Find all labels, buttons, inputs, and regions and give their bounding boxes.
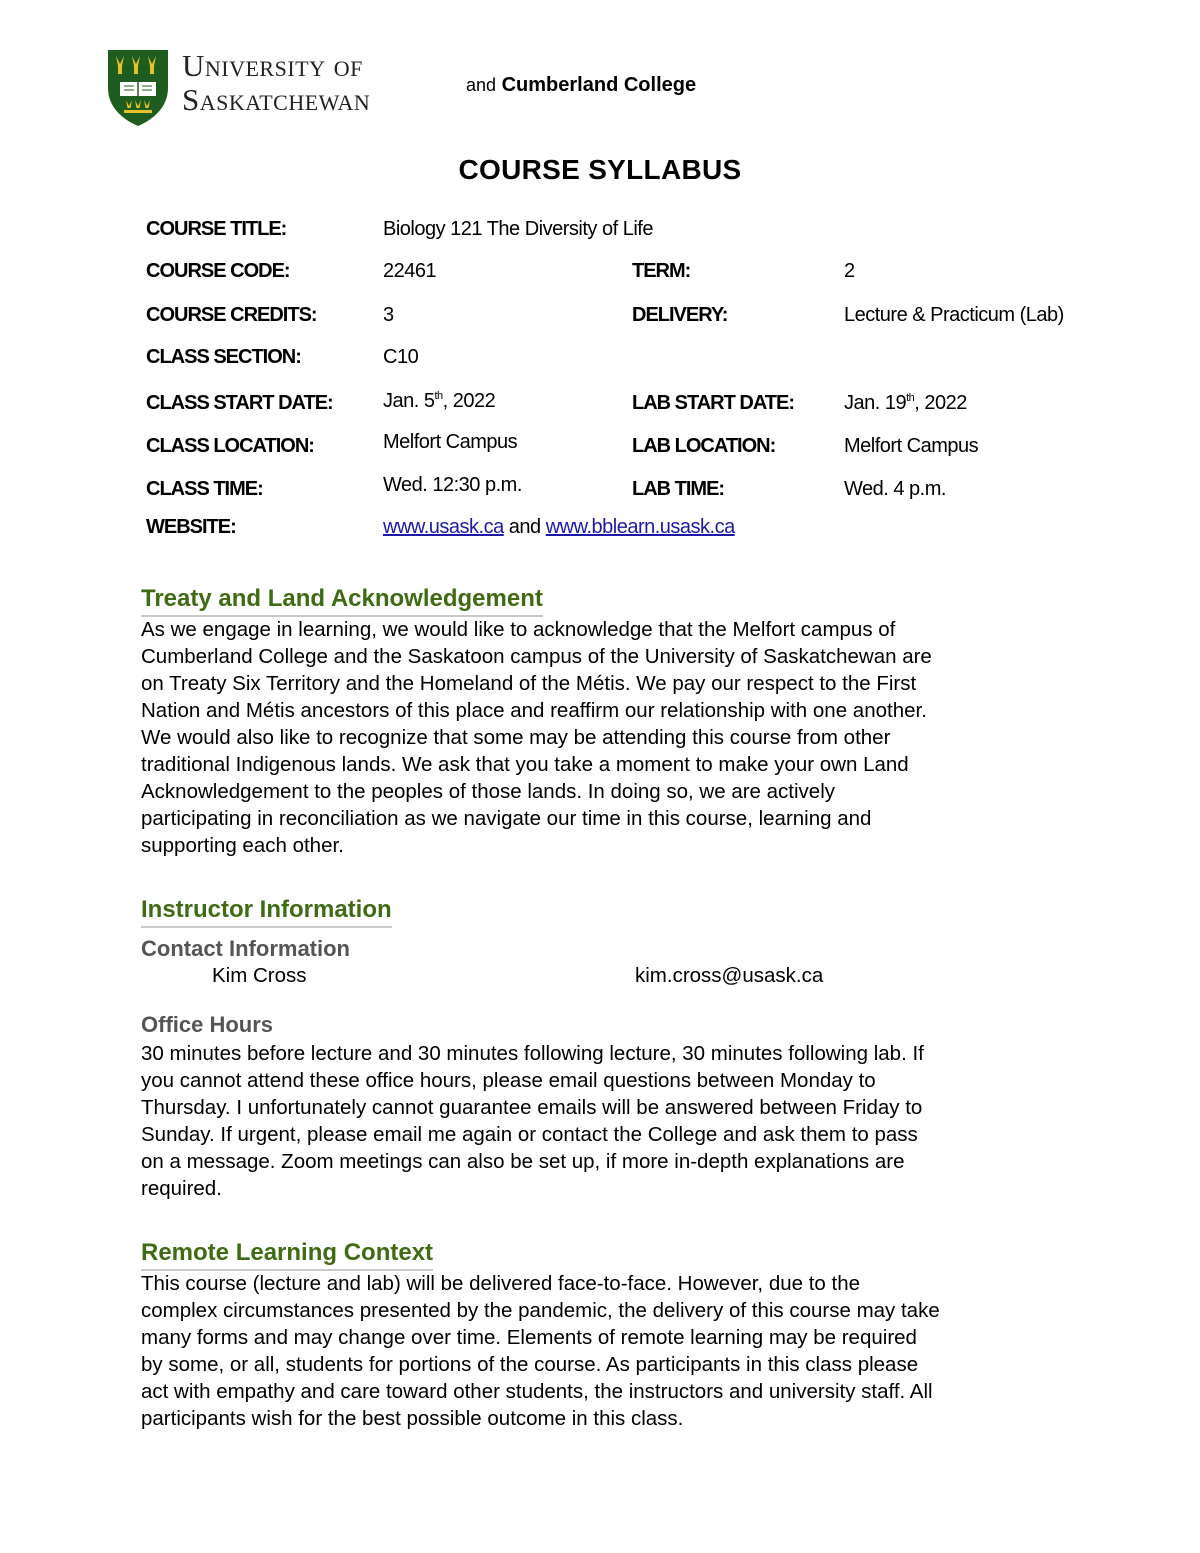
- partner-name: Cumberland College: [501, 74, 697, 96]
- paragraph-line: on Treaty Six Territory and the Homeland of the Métis. We pay our respect to the First: [141, 672, 917, 695]
- delivery-value: Lecture & Practicum (Lab): [844, 304, 1064, 326]
- class-start-year: , 2022: [442, 390, 496, 412]
- paragraph-line: participants wish for the best possible outcome in this class.: [141, 1407, 684, 1430]
- class-start-date: Jan. 5: [383, 390, 435, 412]
- office-hours-heading: Office Hours: [141, 1012, 274, 1037]
- course-code-value: 22461: [383, 260, 437, 282]
- paragraph-line: Cumberland College and the Saskatoon campus of the University of Saskatchewan are: [141, 645, 932, 668]
- instructor-heading: [141, 896, 392, 924]
- class-section-label: CLASS SECTION:: [146, 346, 301, 368]
- paragraph-line: complex circumstances presented by the pandemic, the delivery of this course may take: [141, 1299, 940, 1322]
- term-label: TERM:: [632, 260, 691, 282]
- delivery-label: DELIVERY:: [632, 304, 728, 326]
- heading-underline: [141, 926, 392, 928]
- lab-start-date: Jan. 19: [844, 392, 907, 414]
- class-start-label: CLASS START DATE:: [146, 392, 333, 414]
- paragraph-line: required.: [141, 1177, 222, 1200]
- course-credits-value: 3: [383, 304, 394, 326]
- paragraph-line: 30 minutes before lecture and 30 minutes following lecture, 30 minutes following lab. If: [141, 1042, 924, 1065]
- lab-time-value: Wed. 4 p.m.: [844, 478, 946, 500]
- instructor-heading-text: Instructor Information: [141, 896, 392, 923]
- treaty-heading: [141, 585, 543, 613]
- university-crest-logo: [106, 48, 170, 128]
- paragraph-line: participating in reconciliation as we navigate our time in this course, learning and: [141, 807, 872, 830]
- remote-learning-paragraph: [141, 1270, 1071, 1432]
- paragraph-line: As we engage in learning, we would like to acknowledge that the Melfort campus of: [141, 618, 896, 641]
- paragraph-line: Acknowledgement to the peoples of those lands. In doing so, we are actively: [141, 780, 836, 803]
- office-hours-paragraph: [141, 1040, 1071, 1202]
- lab-start-year: , 2022: [914, 392, 967, 414]
- instructor-name: Kim Cross: [212, 964, 307, 987]
- partner-and: and: [466, 75, 497, 95]
- lab-start-label: LAB START DATE:: [632, 392, 795, 414]
- website-label: WEBSITE:: [146, 516, 236, 538]
- treaty-heading-text: Treaty and Land Acknowledgement: [141, 585, 543, 612]
- class-location-value: Melfort Campus: [383, 431, 518, 453]
- treaty-paragraph: [141, 616, 1071, 859]
- wordmark-line-1: University of: [182, 48, 363, 83]
- paragraph-line: you cannot attend these office hours, please email questions between Monday to: [141, 1069, 876, 1092]
- partner-college: [466, 74, 696, 97]
- paragraph-line: act with empathy and care toward other students, the instructors and university staff. All: [141, 1380, 933, 1403]
- lab-start-value: [844, 392, 967, 415]
- contact-heading: Contact Information: [141, 936, 350, 961]
- website-and: and: [508, 516, 541, 538]
- paragraph-line: This course (lecture and lab) will be delivered face-to-face. However, due to the: [141, 1272, 861, 1295]
- term-value: 2: [844, 260, 855, 282]
- paragraph-line: Nation and Métis ancestors of this place and reaffirm our relationship with one another.: [141, 699, 927, 722]
- usask-link[interactable]: www.usask.ca: [383, 516, 504, 538]
- page-title: COURSE SYLLABUS: [458, 154, 742, 185]
- paragraph-line: by some, or all, students for portions of the course. As participants in this class please: [141, 1353, 919, 1376]
- class-start-suffix: th: [434, 390, 443, 402]
- website-value: [383, 516, 735, 539]
- lab-location-label: LAB LOCATION:: [632, 435, 776, 457]
- course-code-label: COURSE CODE:: [146, 260, 290, 282]
- paragraph-line: We would also like to recognize that some may be attending this course from other: [141, 726, 891, 749]
- paragraph-line: many forms and may change over time. Elements of remote learning may be required: [141, 1326, 917, 1349]
- course-title-value: Biology 121 The Diversity of Life: [383, 218, 653, 240]
- paragraph-line: Thursday. I unfortunately cannot guarantee emails will be answered between Friday to: [141, 1096, 923, 1119]
- class-time-label: CLASS TIME:: [146, 478, 263, 500]
- paragraph-line: on a message. Zoom meetings can also be set up, if more in-depth explanations are: [141, 1150, 905, 1173]
- class-time-value: Wed. 12:30 p.m.: [383, 474, 522, 496]
- remote-learning-heading: [141, 1239, 433, 1267]
- paragraph-line: Sunday. If urgent, please email me again or contact the College and ask them to pass: [141, 1123, 918, 1146]
- course-title-label: COURSE TITLE:: [146, 218, 287, 240]
- lab-start-suffix: th: [906, 392, 915, 404]
- class-section-value: C10: [383, 346, 419, 368]
- lab-time-label: LAB TIME:: [632, 478, 725, 500]
- class-location-label: CLASS LOCATION:: [146, 435, 314, 457]
- paragraph-line: supporting each other.: [141, 834, 344, 857]
- wordmark-line-2: Saskatchewan: [182, 82, 371, 117]
- paragraph-line: traditional Indigenous lands. We ask that you take a moment to make your own Land: [141, 753, 909, 776]
- lab-location-value: Melfort Campus: [844, 435, 979, 457]
- bblearn-link[interactable]: www.bblearn.usask.ca: [545, 516, 735, 538]
- course-credits-label: COURSE CREDITS:: [146, 304, 317, 326]
- instructor-email[interactable]: kim.cross@usask.ca: [635, 964, 824, 987]
- class-start-value: [383, 390, 495, 413]
- remote-learning-heading-text: Remote Learning Context: [141, 1239, 434, 1266]
